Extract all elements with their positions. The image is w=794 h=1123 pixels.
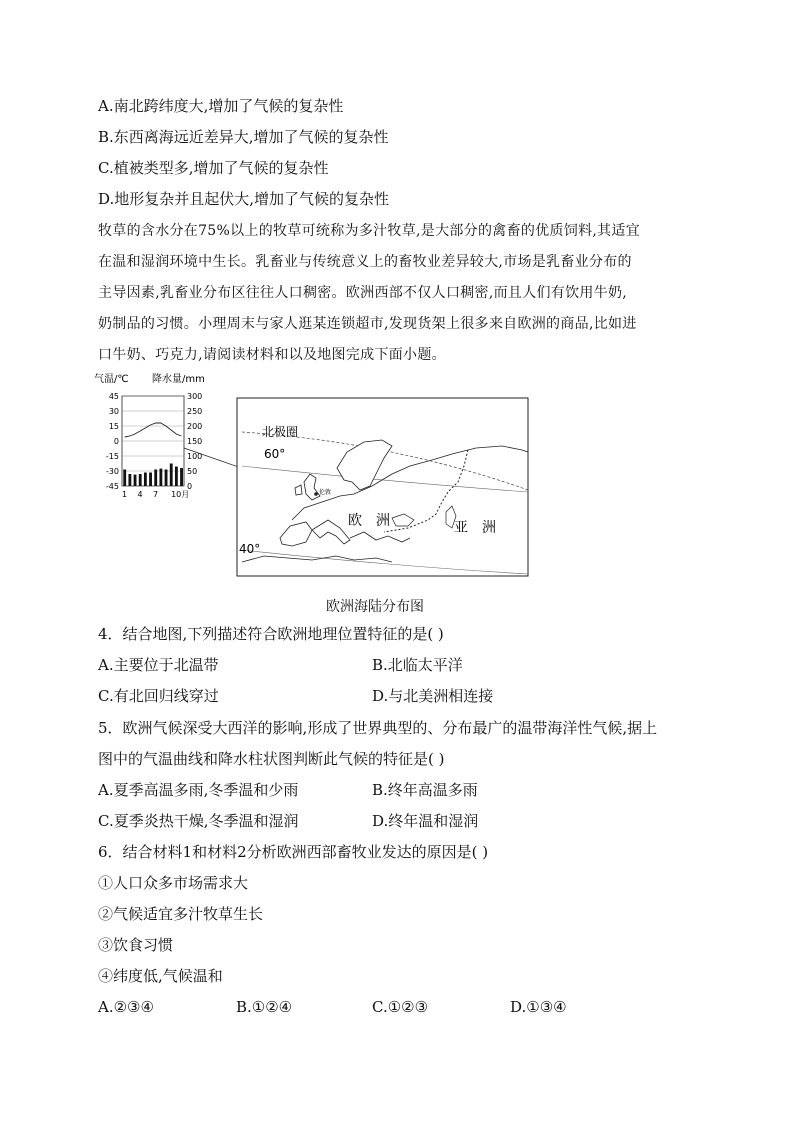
temp-tick-label: 15	[108, 422, 119, 431]
precip-tick-label: 150	[187, 437, 203, 446]
precip-bar	[123, 470, 126, 487]
temp-axis-label: 气温/℃	[94, 374, 129, 385]
precip-tick-label: 250	[187, 407, 203, 416]
q5-stem-line-1: 5．欧洲气候深受大西洋的影响,形成了世界典型的、分布最广的温带海洋性气候,据上	[98, 719, 658, 737]
month-tick-label: 1	[122, 490, 128, 499]
climate-chart	[94, 372, 205, 499]
precip-axis-label: 降水量/mm	[152, 374, 205, 385]
q3-option-b: B.东西离海远近差异大,增加了气候的复杂性	[98, 128, 389, 146]
q5-option-b: B.终年高温多雨	[372, 781, 478, 799]
precip-bar	[165, 470, 168, 487]
q6-item-4: ④纬度低,气候温和	[98, 967, 223, 985]
q3-option-a: A.南北跨纬度大,增加了气候的复杂性	[98, 97, 344, 115]
q6-option-b: B.①②④	[236, 998, 293, 1016]
city-label: 伦敦	[319, 489, 332, 496]
q4-option-d: D.与北美洲相连接	[372, 687, 494, 705]
material-line-5: 口牛奶、巧克力,请阅读材料和以及地图完成下面小题。	[98, 347, 446, 363]
q5-stem-line-2: 图中的气温曲线和降水柱状图判断此气候的特征是( )	[98, 750, 445, 768]
q4-stem: 4．结合地图,下列描述符合欧洲地理位置特征的是( )	[98, 625, 444, 643]
q3-option-d: D.地形复杂并且起伏大,增加了气候的复杂性	[98, 190, 390, 208]
precip-bar	[180, 468, 183, 486]
figure	[92, 370, 542, 620]
month-tick-label: 10月	[171, 490, 190, 499]
temp-tick-label: -15	[105, 452, 119, 461]
month-tick-label: 7	[153, 490, 159, 499]
precip-bar	[170, 464, 173, 487]
latitude-60-label: 60°	[264, 447, 286, 461]
q5-option-c: C.夏季炎热干燥,冬季温和湿润	[98, 812, 299, 830]
precip-bar	[175, 467, 178, 487]
material-line-3: 主导因素,乳畜业分布区往往人口稠密。欧洲西部不仅人口稠密,而且人们有饮用牛奶,	[98, 285, 628, 301]
precip-bar	[134, 475, 137, 486]
map	[237, 398, 528, 576]
temp-tick-label: -45	[105, 482, 119, 491]
precip-bar	[139, 474, 142, 486]
q6-item-1: ①人口众多市场需求大	[98, 874, 249, 892]
q5-option-d: D.终年温和湿润	[372, 812, 479, 830]
precip-bar	[149, 473, 152, 487]
precip-tick-label: 200	[187, 422, 203, 431]
temp-tick-label: 30	[108, 407, 119, 416]
q6-stem: 6．结合材料1和材料2分析欧洲西部畜牧业发达的原因是( )	[98, 843, 489, 861]
q6-option-a: A.②③④	[98, 998, 154, 1016]
month-tick-label: 4	[137, 490, 143, 499]
q6-item-2: ②气候适宜多汁牧草生长	[98, 905, 264, 923]
precip-tick-label: 300	[187, 392, 203, 401]
map-caption: 欧洲海陆分布图	[326, 599, 424, 615]
arctic-circle-label: 北极圈	[262, 425, 299, 439]
material-line-2: 在温和湿润环境中生长。乳畜业与传统意义上的畜牧业差异较大,市场是乳畜业分布的	[98, 254, 632, 270]
latitude-40-label: 40°	[239, 542, 261, 556]
city-marker	[314, 492, 318, 496]
q6-item-3: ③饮食习惯	[98, 936, 174, 954]
temp-tick-label: 45	[108, 392, 119, 401]
q4-option-b: B.北临太平洋	[372, 656, 463, 674]
precip-tick-label: 50	[187, 467, 198, 476]
material-paragraph	[98, 216, 698, 371]
q6-option-d: D.①③④	[510, 998, 567, 1016]
precip-bar	[154, 470, 157, 487]
precip-tick-label: 100	[187, 452, 203, 461]
q3-option-c: C.植被类型多,增加了气候的复杂性	[98, 159, 329, 177]
precip-bar	[128, 474, 131, 486]
material-line-1: 牧草的含水分在75%以上的牧草可统称为多汁牧草,是大部分的禽畜的优质饲料,其适宜	[98, 223, 641, 239]
q4-option-a: A.主要位于北温带	[98, 656, 219, 674]
precip-bar	[144, 473, 147, 487]
q5-option-a: A.夏季高温多雨,冬季温和少雨	[98, 781, 299, 799]
precip-tick-label: 0	[187, 482, 193, 491]
precip-bar	[159, 469, 162, 486]
q4-option-c: C.有北回归线穿过	[98, 687, 219, 705]
asia-label: 亚 洲	[454, 520, 496, 536]
q6-option-c: C.①②③	[372, 998, 429, 1016]
temperature-curve	[125, 423, 182, 437]
material-line-4: 奶制品的习惯。小理周末与家人逛某连锁超市,发现货架上很多来自欧洲的商品,比如进	[98, 316, 637, 332]
europe-label: 欧 洲	[348, 513, 390, 529]
temp-tick-label: -30	[105, 467, 119, 476]
temp-tick-label: 0	[113, 437, 119, 446]
